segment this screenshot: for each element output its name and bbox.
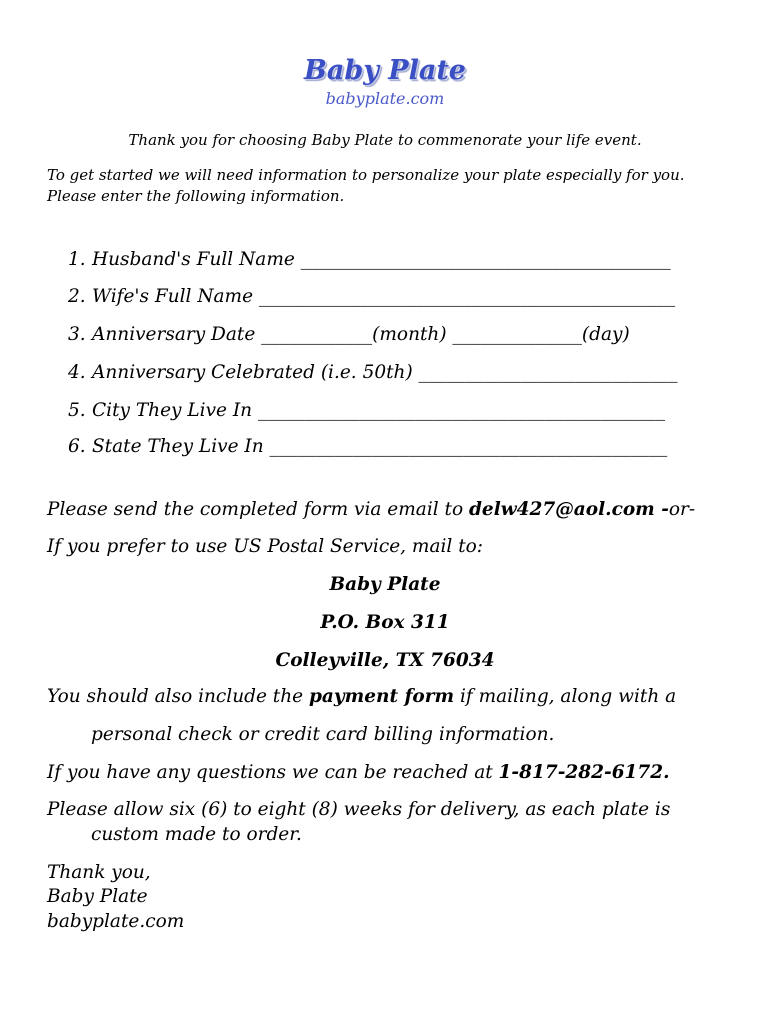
intro-thanks: Thank you for choosing Baby Plate to commenorate your life event. bbox=[128, 131, 642, 149]
website-link[interactable]: babyplate.com bbox=[325, 89, 445, 108]
mail-name: Baby Plate bbox=[329, 574, 441, 595]
item-number: 3. bbox=[68, 324, 86, 345]
form-item-wife-name[interactable] bbox=[68, 286, 675, 307]
logo-title: Baby Plate bbox=[304, 55, 466, 86]
payment-prefix: You should also include the bbox=[47, 686, 309, 707]
item-text: Anniversary Celebrated (i.e. 50th) ____________________________ bbox=[92, 362, 678, 383]
intro-line-1: To get started we will need information to personalize your plate especially for you. bbox=[47, 166, 685, 184]
delivery-note-line-1: Please allow six (6) to eight (8) weeks for delivery, as each plate is bbox=[47, 799, 671, 820]
form-item-husband-name[interactable] bbox=[68, 249, 671, 270]
send-separator: - bbox=[654, 499, 669, 520]
intro-line-2: Please enter the following information. bbox=[47, 187, 345, 205]
delivery-note-line-2: custom made to order. bbox=[91, 824, 302, 845]
mail-city: Colleyville, TX 76034 bbox=[275, 650, 495, 671]
send-instructions bbox=[47, 499, 695, 520]
item-text: Husband's Full Name ________________________________________ bbox=[92, 249, 671, 270]
item-text: Anniversary Date ____________(month) ______________(day) bbox=[92, 324, 630, 345]
send-or: or- bbox=[668, 499, 696, 520]
send-prefix: Please send the completed form via email to bbox=[47, 499, 469, 520]
item-number: 2. bbox=[68, 286, 86, 307]
questions-note bbox=[47, 762, 670, 783]
form-item-state[interactable] bbox=[68, 436, 667, 457]
item-number: 6. bbox=[68, 436, 86, 457]
item-text: City They Live In ____________________________________________ bbox=[92, 400, 665, 421]
item-text: State They Live In ___________________________________________ bbox=[92, 436, 668, 457]
form-item-anniversary-celebrated[interactable] bbox=[68, 362, 678, 383]
phone-number: 1-817-282-6172. bbox=[498, 762, 670, 783]
item-number: 4. bbox=[68, 362, 86, 383]
questions-prefix: If you have any questions we can be reached at bbox=[47, 762, 499, 783]
closing-name: Baby Plate bbox=[47, 886, 148, 907]
form-item-city[interactable] bbox=[68, 400, 665, 421]
item-text: Wife's Full Name _____________________________________________ bbox=[92, 286, 676, 307]
payment-form-link[interactable]: payment form bbox=[308, 686, 455, 707]
closing-website[interactable]: babyplate.com bbox=[47, 911, 185, 932]
item-number: 5. bbox=[68, 400, 86, 421]
mail-po-box: P.O. Box 311 bbox=[320, 612, 450, 633]
postal-instructions: If you prefer to use US Postal Service, mail to: bbox=[47, 536, 483, 557]
closing-thanks: Thank you, bbox=[47, 862, 151, 883]
form-item-anniversary-date[interactable] bbox=[68, 324, 630, 345]
email-link[interactable]: delw427@aol.com bbox=[469, 499, 655, 520]
item-number: 1. bbox=[68, 249, 86, 270]
payment-suffix: if mailing, along with a bbox=[454, 686, 677, 707]
payment-note-line-2: personal check or credit card billing information. bbox=[91, 724, 555, 745]
payment-note bbox=[47, 686, 676, 707]
